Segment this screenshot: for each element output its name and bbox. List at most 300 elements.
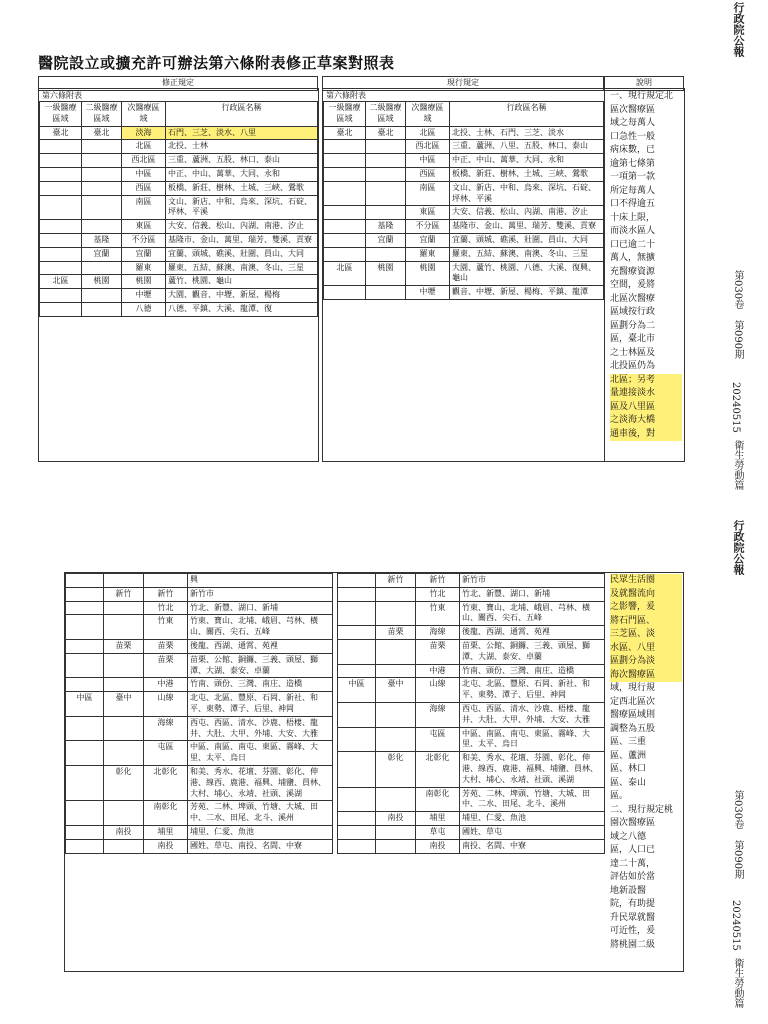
note-line: 三芝區、淡	[610, 628, 682, 642]
subregion-cell: 海線	[416, 626, 460, 640]
level2-cell: 基隆	[82, 233, 122, 247]
note-line: 院，有助提	[610, 899, 656, 909]
district-cell: 西屯、西區、清水、沙鹿、梧棲、龍井、大肚、大甲、外埔、大安、大雅	[188, 716, 333, 741]
level1-cell	[40, 261, 82, 275]
note-line: 北區次醫療	[610, 293, 656, 304]
note-line: 海次醫療區	[610, 669, 682, 683]
table-row	[324, 233, 604, 247]
level1-cell	[66, 741, 104, 766]
level1-cell	[338, 574, 376, 588]
note-line: 域之八德	[610, 831, 647, 842]
district-cell: 八德、平鎮、大溪、龍潭、復	[166, 302, 318, 316]
level1-cell	[40, 289, 82, 303]
level1-cell	[324, 181, 366, 206]
district-cell: 大安、信義、松山、內湖、南港、汐止	[450, 206, 604, 220]
subregion-cell: 北區	[406, 126, 450, 140]
level1-cell	[338, 752, 376, 787]
note-line: 及就醫流向	[610, 588, 682, 602]
note-line: 口不得逾五	[610, 199, 656, 209]
level2-cell	[366, 167, 406, 181]
district-cell: 和美、秀水、花壇、芬園、彰化、伸港、線西、鹿港、福興、埔鹽、員林、大村、埔心、永靖、社頭、溪湖	[460, 752, 605, 787]
level1-cell	[338, 587, 376, 601]
district-cell: 觀音、中壢、新屋、楊梅、平鎮、龍潭	[450, 286, 604, 300]
district-cell: 和美、秀水、花壇、芬園、彰化、伸港、線西、鹿港、福興、埔鹽、員林、大村、埔心、永靖、社頭、溪湖	[188, 765, 333, 800]
table-row	[338, 587, 605, 601]
note-line: 區、林口	[610, 764, 647, 774]
note-line: 量連接淡水	[610, 387, 682, 401]
note-line: 水區、八里	[610, 642, 682, 656]
level1-cell: 臺北	[40, 126, 82, 140]
level2-cell	[104, 839, 144, 853]
table-row	[324, 154, 604, 168]
district-cell: 南投、名間、中寮	[460, 839, 605, 853]
table-row	[66, 716, 333, 741]
level2-cell: 彰化	[376, 752, 416, 787]
level1-cell	[324, 167, 366, 181]
note-line: 北區；另考	[610, 374, 682, 388]
subregion-cell: 南區	[406, 181, 450, 206]
gazette-label: 行政院公報	[732, 2, 745, 57]
level2-cell: 宜蘭	[82, 247, 122, 261]
level1-cell	[324, 233, 366, 247]
subregion-cell: 西北區	[406, 140, 450, 154]
table-row	[338, 752, 605, 787]
level2-cell: 臺北	[82, 126, 122, 140]
table-row	[40, 302, 318, 316]
district-cell: 竹北、新豐、湖口、新埔	[460, 587, 605, 601]
header-district: 行政區名稱	[450, 102, 604, 127]
level2-cell: 基隆	[366, 220, 406, 234]
note-col-title: 說明	[605, 77, 684, 91]
level1-cell	[338, 839, 376, 853]
subregion-cell: 屯區	[144, 741, 188, 766]
district-cell: 中區、南區、南屯、東區、霧峰、大里、太平、烏日	[188, 741, 333, 766]
table-row	[40, 247, 318, 261]
level2-cell	[376, 839, 416, 853]
table-row	[324, 247, 604, 261]
level2-cell: 宜蘭	[366, 233, 406, 247]
subregion-cell: 中壢	[122, 289, 166, 303]
page2-current-table	[337, 573, 605, 854]
level2-cell	[376, 601, 416, 626]
district-cell: 宜蘭、頭城、礁溪、壯圍、員山、大同	[166, 247, 318, 261]
note-line: 園次醫療區	[610, 818, 656, 828]
note-line: 區，人口已	[610, 845, 656, 855]
table-row	[66, 615, 333, 640]
district-cell: 蘆竹、桃園、龜山	[166, 275, 318, 289]
district-cell: 國姓、草屯、南投、名間、中寮	[188, 839, 333, 853]
subregion-cell	[144, 574, 188, 588]
district-cell: 中正、中山、萬華、大同、永和	[450, 154, 604, 168]
level2-cell	[104, 716, 144, 741]
volume-label-2: 第030卷	[732, 790, 743, 830]
level2-cell	[366, 286, 406, 300]
level1-cell	[338, 664, 376, 678]
subregion-cell: 西區	[122, 181, 166, 195]
table-row	[40, 140, 318, 154]
level1-cell: 北區	[40, 275, 82, 289]
table-row	[66, 653, 333, 678]
note-line: 區域按行政	[610, 307, 656, 317]
level1-cell	[338, 639, 376, 664]
subregion-cell: 中壢	[406, 286, 450, 300]
level1-cell	[66, 825, 104, 839]
note-line: 將桃園二級	[610, 939, 656, 950]
level1-cell	[40, 181, 82, 195]
note-line: 醫療區域則	[610, 710, 656, 720]
level2-cell	[82, 140, 122, 154]
note-line: 所定每萬人	[610, 185, 656, 196]
district-cell: 北屯、北區、豐原、石岡、新社、和平、東勢、潭子、后里、神岡	[460, 678, 605, 703]
subregion-cell: 山線	[144, 692, 188, 717]
subregion-cell: 南彰化	[144, 801, 188, 826]
note-line: 十床上限，	[610, 212, 656, 223]
subregion-cell: 八德	[122, 302, 166, 316]
level2-cell: 臺北	[366, 126, 406, 140]
level2-cell	[104, 741, 144, 766]
level2-cell: 桃園	[366, 261, 406, 286]
district-cell: 埔里、仁愛、魚池	[460, 812, 605, 826]
district-cell: 宜蘭、頭城、礁溪、壯圍、員山、大同	[450, 233, 604, 247]
district-cell: 文山、新店、中和、烏來、深坑、石碇、坪林、平溪	[450, 181, 604, 206]
table-row	[40, 126, 318, 140]
table-row	[66, 639, 333, 653]
table-row	[324, 167, 604, 181]
subregion-cell: 桃園	[122, 275, 166, 289]
header-level2: 二級醫療區域	[82, 102, 122, 127]
current-appendix-label: 第六條附表	[326, 91, 366, 100]
level1-cell	[66, 574, 104, 588]
district-cell: 中正、中山、萬華、大同、永和	[166, 167, 318, 181]
level2-cell: 南投	[376, 812, 416, 826]
subregion-cell: 中港	[144, 678, 188, 692]
note-line: 病床數，已	[610, 145, 656, 155]
note-line: 區及八里區	[610, 401, 682, 415]
district-cell: 新竹市	[460, 574, 605, 588]
subregion-cell: 羅東	[406, 247, 450, 261]
district-cell: 後龍、西湖、通霄、苑裡	[460, 626, 605, 640]
header-level2: 二級醫療區域	[366, 102, 406, 127]
date-label: 20240515	[730, 382, 741, 433]
level1-cell	[40, 195, 82, 220]
level2-cell	[366, 181, 406, 206]
revised-col-title: 修正規定	[39, 77, 318, 91]
district-cell: 大園、蘆竹、桃園、八德、大溪、復興、龜山	[450, 261, 604, 286]
level2-cell	[82, 302, 122, 316]
district-cell: 大園、觀音、中壢、新屋、楊梅	[166, 289, 318, 303]
note-line: 區。	[610, 791, 629, 801]
district-cell: 苗栗、公館、銅鑼、三義、頭屋、獅潭、大湖、泰安、卓蘭	[188, 653, 333, 678]
district-cell: 三重、蘆洲、八里、五股、林口、泰山	[450, 140, 604, 154]
note-line: 將石門區、	[610, 615, 682, 629]
level2-cell: 桃園	[82, 275, 122, 289]
level2-cell	[104, 801, 144, 826]
note-line: 一項第一款	[610, 172, 656, 182]
level1-cell	[324, 206, 366, 220]
note-line: 區、三重	[610, 737, 647, 747]
level2-cell	[376, 825, 416, 839]
district-cell: 北投、士林、石門、三芝、淡水	[450, 126, 604, 140]
table-row	[338, 702, 605, 727]
district-cell: 後龍、西湖、通霄、苑裡	[188, 639, 333, 653]
subregion-cell: 竹北	[144, 601, 188, 615]
subregion-cell: 淡海	[122, 126, 166, 140]
level1-cell	[66, 801, 104, 826]
level2-cell	[376, 787, 416, 812]
subregion-cell: 南區	[122, 195, 166, 220]
district-cell: 羅東、五結、蘇澳、南澳、冬山、三星	[166, 261, 318, 275]
note-line: 萬人，無擴	[610, 253, 656, 263]
subregion-cell: 東區	[406, 206, 450, 220]
header-level1: 一級醫療區域	[40, 102, 82, 127]
district-cell: 芳苑、二林、埤頭、竹塘、大城、田中、二水、田尾、北斗、溪州	[188, 801, 333, 826]
level1-cell	[66, 839, 104, 853]
issue-label-2: 第090期	[732, 840, 743, 880]
district-cell: 埔里、仁愛、魚池	[188, 825, 333, 839]
district-cell: 興	[188, 574, 333, 588]
table-row	[338, 812, 605, 826]
level1-cell	[324, 286, 366, 300]
subregion-cell: 海線	[416, 702, 460, 727]
subregion-cell: 不分區	[122, 233, 166, 247]
level1-cell	[40, 302, 82, 316]
subregion-cell: 埔里	[144, 825, 188, 839]
level2-cell	[366, 140, 406, 154]
table-row	[66, 678, 333, 692]
district-cell: 中區、南區、南屯、東區、霧峰、大里、太平、烏日	[460, 727, 605, 752]
district-cell: 羅東、五結、蘇澳、南澳、冬山、三星	[450, 247, 604, 261]
subregion-cell: 竹北	[416, 587, 460, 601]
level2-cell	[82, 220, 122, 234]
district-cell: 板橋、新莊、樹林、土城、三峽、鶯歌	[450, 167, 604, 181]
subregion-cell: 草屯	[416, 825, 460, 839]
table-row	[338, 626, 605, 640]
subregion-cell: 不分區	[406, 220, 450, 234]
table-row	[324, 220, 604, 234]
level2-cell	[376, 727, 416, 752]
table-row	[40, 154, 318, 168]
district-cell: 北投、士林	[166, 140, 318, 154]
header-district: 行政區名稱	[166, 102, 318, 127]
subregion-cell: 中區	[406, 154, 450, 168]
level1-cell	[40, 220, 82, 234]
level1-cell	[324, 247, 366, 261]
subregion-cell: 西北區	[122, 154, 166, 168]
district-cell: 北屯、北區、豐原、石岡、新社、和平、東勢、潭子、后里、神岡	[188, 692, 333, 717]
note-line: 區、蘆洲	[610, 750, 647, 761]
table-row	[40, 220, 318, 234]
district-cell: 基隆市、金山、萬里、瑞芳、雙溪、貢寮	[450, 220, 604, 234]
table-row	[324, 206, 604, 220]
level1-cell	[66, 765, 104, 800]
subregion-cell: 竹東	[416, 601, 460, 626]
note-line: 之影響，爰	[610, 601, 682, 615]
table-row	[66, 601, 333, 615]
note-text-page2	[610, 574, 682, 952]
volume-label: 第030卷	[732, 270, 743, 310]
note-line: 民眾生活圈	[610, 574, 682, 588]
level1-cell	[40, 247, 82, 261]
table-row	[40, 233, 318, 247]
level2-cell: 臺中	[376, 678, 416, 703]
district-cell: 竹東、寶山、北埔、峨眉、芎林、橫山、關西、尖石、五峰	[188, 615, 333, 640]
table-row	[40, 275, 318, 289]
section-label: 衛生勞動篇	[732, 440, 743, 490]
level2-cell	[366, 247, 406, 261]
header-sub: 次醫療區域	[406, 102, 450, 127]
level2-cell: 彰化	[104, 765, 144, 800]
note-line: 充醫療資源	[610, 266, 656, 277]
level1-cell	[324, 140, 366, 154]
table-row	[66, 801, 333, 826]
level1-cell	[66, 716, 104, 741]
level2-cell	[104, 678, 144, 692]
issue-label: 第090期	[732, 320, 743, 360]
note-line: 定西北區次	[610, 696, 656, 707]
current-table	[323, 101, 604, 300]
subregion-cell: 竹東	[144, 615, 188, 640]
note-line: 區、泰山	[610, 777, 647, 788]
note-line: 域，現行規	[610, 683, 656, 693]
header-sub: 次醫療區域	[122, 102, 166, 127]
level2-cell: 南投	[104, 825, 144, 839]
level2-cell	[82, 289, 122, 303]
note-line: 口已逾二十	[610, 239, 656, 250]
table-row	[66, 692, 333, 717]
subregion-cell: 中區	[122, 167, 166, 181]
district-cell: 基隆市、金山、萬里、瑞芳、雙溪、貢寮	[166, 233, 318, 247]
subregion-cell: 北彰化	[144, 765, 188, 800]
table-row	[66, 825, 333, 839]
subregion-cell: 羅東	[122, 261, 166, 275]
table-row	[40, 181, 318, 195]
district-cell: 竹北、新豐、湖口、新埔	[188, 601, 333, 615]
table-row	[40, 167, 318, 181]
level1-cell: 臺北	[324, 126, 366, 140]
level1-cell	[338, 702, 376, 727]
district-cell: 西屯、西區、清水、沙鹿、梧棲、龍井、大肚、大甲、外埔、大安、大雅	[460, 702, 605, 727]
level2-cell	[82, 167, 122, 181]
level1-cell	[66, 653, 104, 678]
table-row	[324, 181, 604, 206]
district-cell: 板橋、新莊、樹林、土城、三峽、鶯歌	[166, 181, 318, 195]
subregion-cell: 屯區	[416, 727, 460, 752]
table-row	[66, 574, 333, 588]
level1-cell	[66, 678, 104, 692]
level1-cell	[324, 220, 366, 234]
note-text-page1	[610, 90, 682, 441]
subregion-cell: 苗栗	[416, 639, 460, 664]
note-line: 二、現行規定桃	[610, 804, 674, 815]
date-label-2: 20240515	[730, 900, 741, 951]
note-line: 可近性，爰	[610, 926, 656, 936]
note-line: 升民眾就醫	[610, 912, 656, 923]
level2-cell	[82, 261, 122, 275]
district-cell: 文山、新店、中和、烏來、深坑、石碇、坪林、平溪	[166, 195, 318, 220]
note-line: 一、現行規定北	[610, 91, 674, 101]
subregion-cell: 宜蘭	[406, 233, 450, 247]
level1-cell	[40, 233, 82, 247]
note-line: 調整為五股	[610, 723, 656, 734]
district-cell: 國姓、草屯	[460, 825, 605, 839]
table-row	[66, 741, 333, 766]
subregion-cell: 北區	[122, 140, 166, 154]
level1-cell	[324, 154, 366, 168]
level2-cell	[82, 154, 122, 168]
table-row	[324, 286, 604, 300]
revised-table	[39, 101, 318, 317]
note-line: 地新設醫	[610, 885, 647, 896]
level1-cell	[40, 154, 82, 168]
level2-cell	[82, 195, 122, 220]
table-row	[338, 664, 605, 678]
subregion-cell: 南彰化	[416, 787, 460, 812]
level2-cell: 苗栗	[376, 626, 416, 640]
table-row	[338, 574, 605, 588]
level2-cell	[104, 615, 144, 640]
level2-cell	[366, 154, 406, 168]
table-row	[338, 787, 605, 812]
subregion-cell: 苗栗	[144, 639, 188, 653]
subregion-cell: 埔里	[416, 812, 460, 826]
level1-cell: 北區	[324, 261, 366, 286]
level2-cell	[376, 639, 416, 664]
level1-cell	[66, 601, 104, 615]
subregion-cell: 桃園	[406, 261, 450, 286]
level2-cell: 新竹	[376, 574, 416, 588]
note-line: 北投區仍為	[610, 361, 656, 371]
district-cell: 大安、信義、松山、內湖、南港、汐止	[166, 220, 318, 234]
level1-cell	[40, 167, 82, 181]
level2-cell	[104, 601, 144, 615]
table-row	[338, 727, 605, 752]
level1-cell	[66, 639, 104, 653]
table-row	[338, 825, 605, 839]
level2-cell	[82, 181, 122, 195]
table-row	[66, 587, 333, 601]
note-line: 區次醫療區	[610, 104, 656, 115]
district-cell: 新竹市	[188, 587, 333, 601]
level1-cell	[338, 727, 376, 752]
district-cell: 苗栗、公館、銅鑼、三義、頭屋、獅潭、大湖、泰安、卓蘭	[460, 639, 605, 664]
note-line: 區劃分為二	[610, 320, 656, 331]
level1-cell: 中區	[338, 678, 376, 703]
note-line: 逾第七條第	[610, 158, 656, 169]
note-line: 達二十萬，	[610, 858, 656, 869]
level2-cell: 苗栗	[104, 639, 144, 653]
subregion-cell: 北彰化	[416, 752, 460, 787]
note-line: 區，臺北市	[610, 334, 656, 344]
page2-revised-table	[65, 573, 333, 854]
level2-cell	[376, 664, 416, 678]
level2-cell: 新竹	[104, 587, 144, 601]
level1-cell	[338, 787, 376, 812]
table-row	[66, 765, 333, 800]
level1-cell	[338, 626, 376, 640]
subregion-cell: 海線	[144, 716, 188, 741]
level2-cell	[376, 587, 416, 601]
table-row	[338, 601, 605, 626]
subregion-cell: 東區	[122, 220, 166, 234]
note-line: 評估如於當	[610, 872, 656, 882]
table-row	[324, 261, 604, 286]
level1-cell	[338, 825, 376, 839]
revised-appendix-label: 第六條附表	[42, 91, 82, 100]
level2-cell: 臺中	[104, 692, 144, 717]
table-row	[324, 140, 604, 154]
note-line: 區劃分為淡	[610, 655, 682, 669]
note-line: 空間，爰將	[610, 280, 656, 290]
